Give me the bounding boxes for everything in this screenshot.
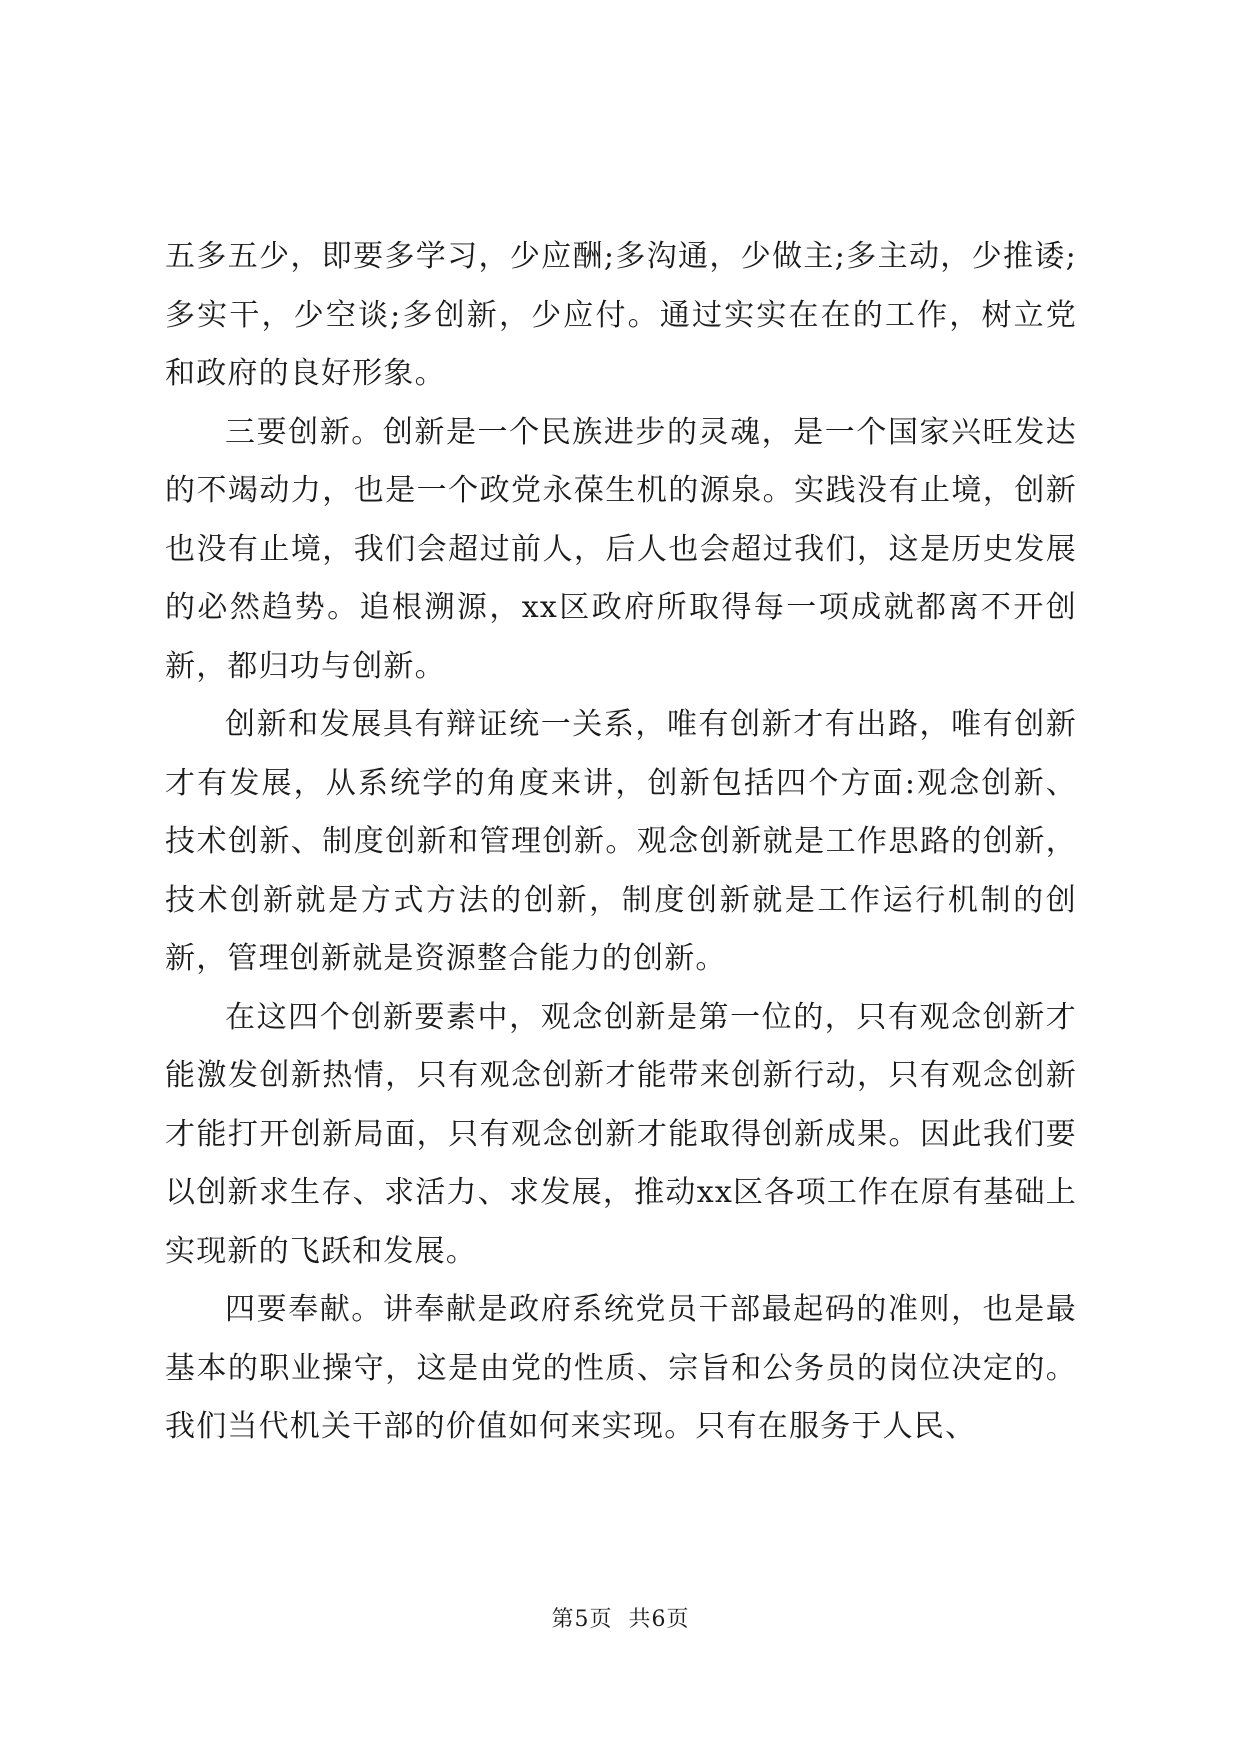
paragraph-3: 创新和发展具有辩证统一关系，唯有创新才有出路，唯有创新才有发展，从系统学的角度来讲，创新包括四个方面:观念创新、技术创新、制度创新和管理创新。观念创新就是工作思路的创新，技术创新就是方式方法的创新，制度创新就是工作运行机制的创新，管理创新就是资源整合能力的创新。	[165, 707, 1077, 976]
paragraph-5: 四要奉献。讲奉献是政府系统党员干部最起码的准则，也是最基本的职业操守，这是由党的性质、宗旨和公务员的岗位决定的。我们当代机关干部的价值如何来实现。只有在服务于人民、	[165, 1292, 1077, 1444]
paragraph-2: 三要创新。创新是一个民族进步的灵魂，是一个国家兴旺发达的不竭动力，也是一个政党永葆生机的源泉。实践没有止境，创新也没有止境，我们会超过前人，后人也会超过我们，这是历史发展的必然趋势。追根溯源，xx区政府所取得每一项成就都离不开创新，都归功与创新。	[165, 414, 1077, 684]
paragraph-1: 五多五少，即要多学习，少应酬;多沟通，少做主;多主动，少推诿;多实干，少空谈;多创新，少应付。通过实实在在的工作，树立党和政府的良好形象。	[165, 239, 1077, 391]
paragraph-4: 在这四个创新要素中，观念创新是第一位的，只有观念创新才能激发创新热情，只有观念创新才能带来创新行动，只有观念创新才能打开创新局面，只有观念创新才能取得创新成果。因此我们要以创新求生存、求活力、求发展，推动xx区各项工作在原有基础上实现新的飞跃和发展。	[165, 999, 1077, 1269]
document-body	[165, 228, 1077, 1457]
page-footer	[0, 1602, 1241, 1633]
page-number-label: 第5页 共6页	[551, 1607, 690, 1632]
